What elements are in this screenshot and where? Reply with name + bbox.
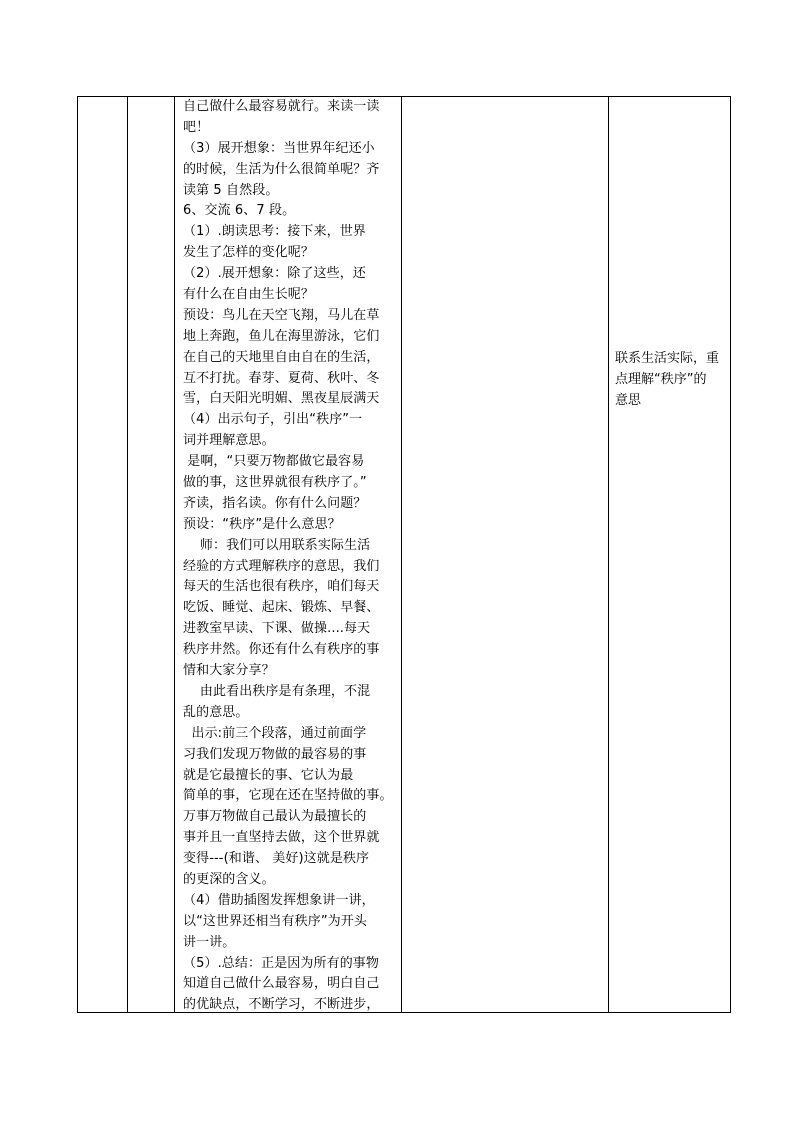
content-line: 有什么在自由生长呢？ [183, 287, 315, 303]
content-line: （4）借助插图发挥想象讲一讲， [183, 892, 375, 908]
content-line: 6、交流 6、7 段。 [183, 203, 296, 219]
content-line: 吧！ [183, 119, 210, 135]
content-line: （5）.总结：正是因为所有的事物 [183, 955, 380, 971]
content-line: 的更深的含义。 [183, 871, 275, 887]
content-line: 就是它最擅长的事、它认为最 [183, 767, 354, 783]
content-line: 齐读，指名读。你有什么问题？ [183, 495, 367, 511]
content-line: 每天的生活也很有秩序，咱们每天 [183, 579, 380, 595]
content-line: 做的事，这世界就很有秩序了。” [183, 475, 367, 491]
content-line: 互不打扰。春芽、夏荷、秋叶、冬 [183, 370, 380, 386]
content-line: 事并且一直坚持去做，这个世界就 [183, 830, 380, 846]
content-line: 经验的方式理解秩序的意思，我们 [183, 558, 380, 574]
content-line: 情和大家分享？ [183, 663, 275, 679]
teaching-process-cell [180, 97, 405, 1016]
content-line: 读第 5 自然段。 [183, 182, 279, 198]
content-line: 秩序井然。你还有什么有秩序的事 [183, 642, 380, 658]
content-line: （2）.展开想象：除了这些，还 [183, 266, 366, 282]
content-line: 的优缺点，不断学习，不断进步， [183, 997, 380, 1013]
content-line: 的时候，生活为什么很简单呢？齐 [183, 161, 380, 177]
content-line: （1）.朗读思考：接下来，世界 [183, 224, 366, 240]
content-line: 是啊，“只要万物都做它最容易 [183, 454, 365, 470]
content-line: 以“这世界还相当有秩序”为开头 [183, 913, 367, 929]
content-line: 在自己的天地里自由自在的生活， [183, 349, 380, 365]
content-line: 发生了怎样的变化呢？ [183, 245, 315, 261]
content-line: 词并理解意思。 [183, 433, 275, 449]
design-intent-cell [615, 349, 729, 412]
content-line: 地上奔跑，鱼儿在海里游泳，它们 [183, 328, 380, 344]
content-line: 知道自己做什么最容易，明白自己 [183, 976, 380, 992]
note-line: 意思 [615, 392, 642, 408]
content-line: 讲一讲。 [183, 934, 236, 950]
content-line: 进教室早读、下课、做操....每天 [183, 621, 371, 637]
content-line: 习我们发现万物做的最容易的事 [183, 746, 367, 762]
content-line: 乱的意思。 [183, 704, 249, 720]
content-line: 自己做什么最容易就行。来读一读 [183, 99, 380, 114]
content-line: 万事万物做自己最认为最擅长的 [183, 809, 367, 825]
column-divider-2 [174, 97, 175, 1012]
content-line: 由此看出秩序是有条理，不混 [183, 683, 371, 699]
content-line: （4）出示句子，引出“秩序”一 [183, 412, 363, 428]
note-line: 联系生活实际，重 [615, 351, 720, 366]
content-line: （3）展开想象：当世界年纪还小 [183, 140, 375, 156]
content-line: 预设：鸟儿在天空飞翔，马儿在草 [183, 307, 380, 323]
content-line: 师：我们可以用联系实际生活 [183, 537, 371, 553]
column-divider-1 [127, 97, 128, 1012]
content-line: 吃饭、睡觉、起床、锻炼、早餐、 [183, 600, 380, 616]
column-divider-4 [608, 97, 609, 1012]
content-line: 预设：“秩序”是什么意思？ [183, 516, 341, 532]
content-line: 出示:前三个段落，通过前面学 [183, 725, 367, 741]
lesson-plan-table [77, 96, 731, 1013]
content-line: 雪，白天阳光明媚、黑夜星辰满天 [183, 391, 380, 407]
note-line: 点理解“秩序”的 [615, 371, 707, 387]
content-line: 变得---(和谐、 美好)这就是秩序 [183, 851, 370, 867]
content-line: 简单的事，它现在还在坚持做的事。 [183, 788, 393, 804]
